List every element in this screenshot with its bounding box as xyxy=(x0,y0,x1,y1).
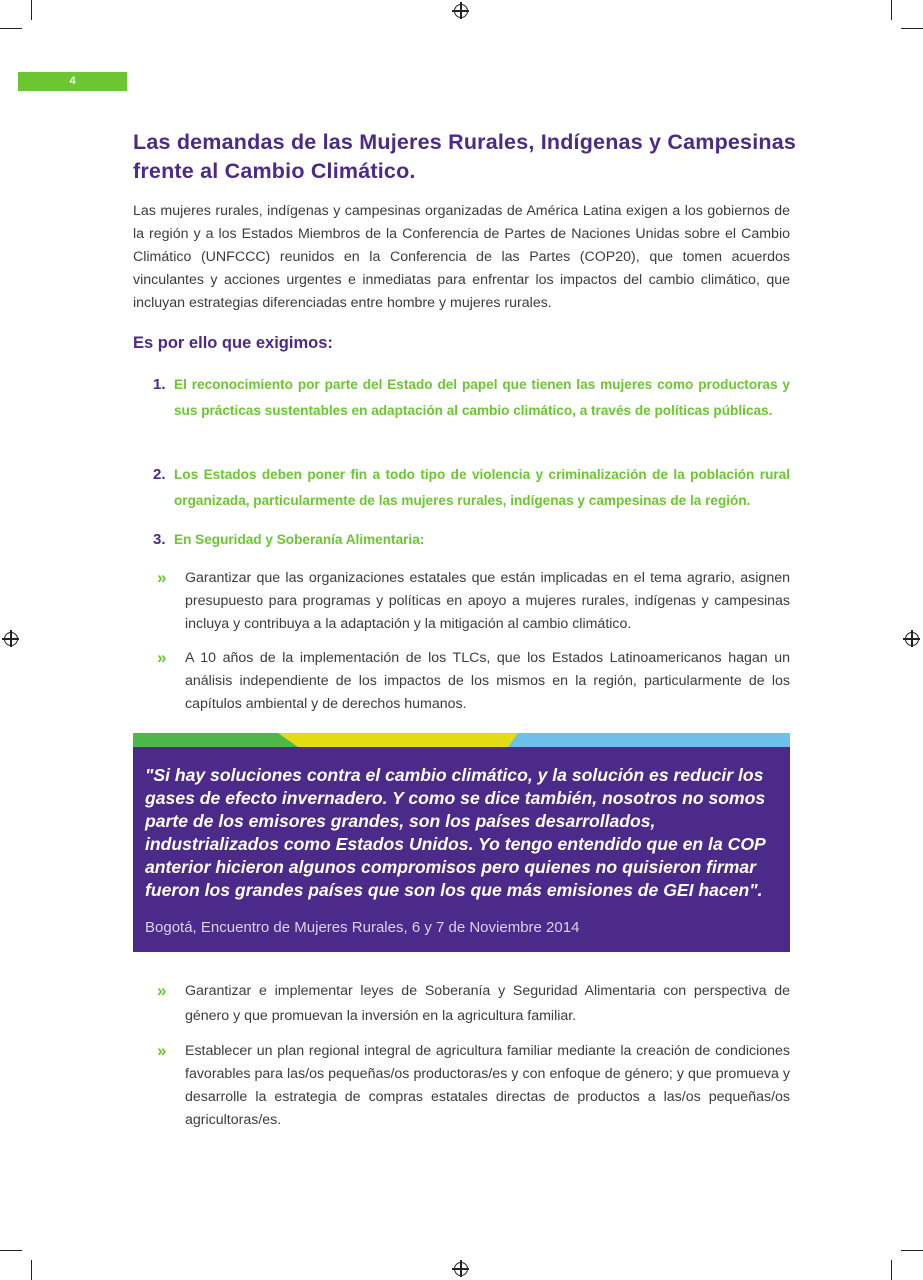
item-number: 2. xyxy=(153,466,166,483)
item-text: En Seguridad y Soberanía Alimentaria: xyxy=(174,532,425,547)
color-stripe xyxy=(133,733,790,747)
quote-source: Bogotá, Encuentro de Mujeres Rurales, 6 y 7 de Noviembre 2014 xyxy=(145,919,580,936)
bullet-text: Establecer un plan regional integral de agricultura familiar mediante la creación de condiciones favorables para las/os pequeñas/os productoras/es y con enfoque de género; y que promueva y desarrolle la estrategia de compras estatales directas de productos a las/os pequeñas/os agricultoras/es. xyxy=(185,1043,790,1128)
chevron-bullet-icon: » xyxy=(157,648,167,667)
item-number: 1. xyxy=(153,376,166,393)
bullet-text: A 10 años de la implementación de los TLCs, que los Estados Latinoamericanos hagan un análisis independiente de los impactos de los mismos en la región, particularmente de los capítulos ambiental y de derechos humanos. xyxy=(185,650,790,712)
section-subtitle: Es por ello que exigimos: xyxy=(133,334,333,352)
chevron-bullet-icon: » xyxy=(157,981,167,1000)
page-number: 4 xyxy=(18,72,127,91)
crop-mark xyxy=(901,1250,923,1251)
crop-mark xyxy=(0,1250,22,1251)
page-title: Las demandas de las Mujeres Rurales, Indígenas y Campesinas frente al Cambio Climático. xyxy=(133,130,797,183)
bullet-item xyxy=(157,1040,790,1132)
crop-mark xyxy=(891,1260,892,1280)
bullet-text: Garantizar que las organizaciones estatales que están implicadas en el tema agrario, asignen presupuesto para programas y políticas en apoyo a mujeres rurales, indígenas y campesinas incluya y contribuya a la adaptación y la mitigación al cambio climático. xyxy=(185,570,790,632)
quote-box xyxy=(133,733,790,952)
bullet-item xyxy=(157,979,790,1029)
bullet-item xyxy=(157,647,790,716)
numbered-item xyxy=(153,462,790,514)
item-text: El reconocimiento por parte del Estado del papel que tienen las mujeres como productoras y sus prácticas sustentables en adaptación al cambio climático, a través de políticas públicas. xyxy=(174,377,790,418)
crop-mark xyxy=(31,1260,32,1280)
numbered-item xyxy=(153,372,790,424)
chevron-bullet-icon: » xyxy=(157,568,167,587)
registration-mark-icon xyxy=(454,4,468,18)
crop-mark xyxy=(0,28,22,29)
intro-paragraph: Las mujeres rurales, indígenas y campesinas organizadas de América Latina exigen a los gobiernos de la región y a los Estados Miembros de la Conferencia de Partes de Naciones Unidas sobre el Cambio Climático (UNFCCC) reunidos en la Conferencia de las Partes (COP20), que tomen acuerdos vinculantes y acciones urgentes e inmediatas para enfrentar los impactos del cambio climático, que incluyan estrategias diferenciadas entre hombre y mujeres rurales. xyxy=(133,203,790,311)
bullet-text: Garantizar e implementar leyes de Soberanía y Seguridad Alimentaria con perspectiva de género y que promuevan la inversión en la agricultura familiar. xyxy=(185,983,790,1024)
crop-mark xyxy=(901,28,923,29)
crop-mark xyxy=(31,0,32,20)
bullet-item xyxy=(157,567,790,636)
numbered-item xyxy=(153,527,790,553)
item-number: 3. xyxy=(153,531,166,548)
crop-mark xyxy=(891,0,892,20)
chevron-bullet-icon: » xyxy=(157,1041,167,1060)
registration-mark-icon xyxy=(905,632,919,646)
registration-mark-icon xyxy=(454,1262,468,1276)
registration-mark-icon xyxy=(4,632,18,646)
item-text: Los Estados deben poner fin a todo tipo de violencia y criminalización de la población rural organizada, particularmente de las mujeres rurales, indígenas y campesinas de la región. xyxy=(174,467,790,508)
quote-text: "Si hay soluciones contra el cambio climático, y la solución es reducir los gases de efecto invernadero. Y como se dice también, nosotros no somos parte de los emisores grandes, son los países desarrollados, industrializados como Estados Unidos. Yo tengo entendido que en la COP anterior hicieron algunos compromisos pero quienes no quisieron firmar fueron los grandes países que son los que más emisiones de GEI hacen". xyxy=(145,765,766,900)
